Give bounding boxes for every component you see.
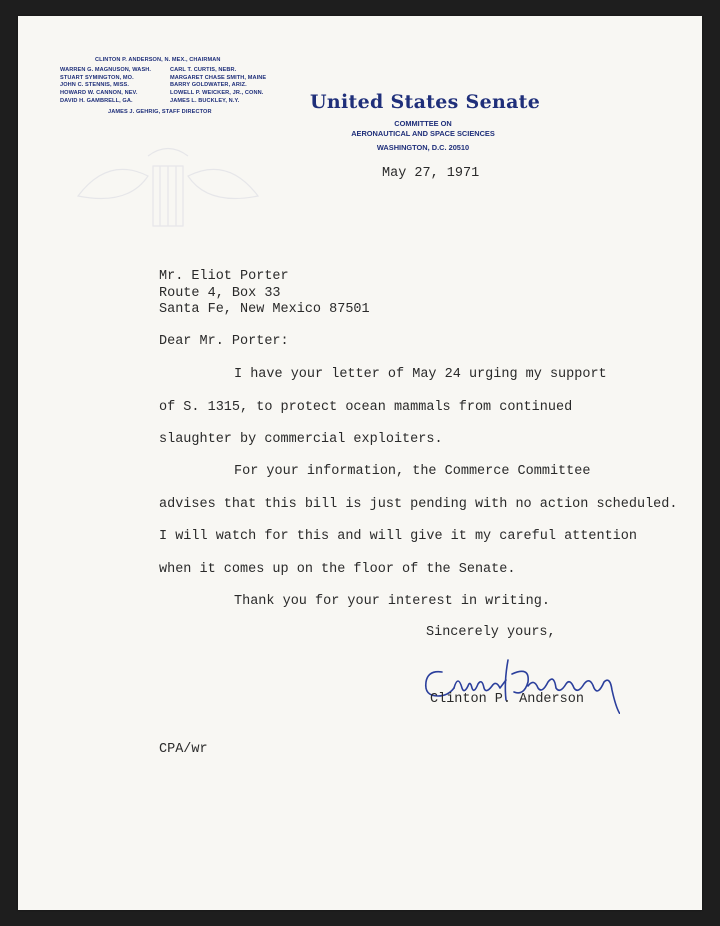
body-line: I will watch for this and will give it my careful attention [159,529,637,544]
body-line: Thank you for your interest in writing. [234,594,550,609]
member-name: CARL T. CURTIS, NEBR. [170,67,237,73]
member-name: DAVID H. GAMBRELL, GA. [60,97,133,104]
letterhead-location: WASHINGTON, D.C. 20510 [376,143,470,152]
signature-name: Clinton P. Anderson [430,692,584,707]
body-line: advises that this bill is just pending with no action scheduled. [159,497,678,512]
committee-name: AERONAUTICAL AND SPACE SCIENCES [351,129,495,138]
chairman-line: CLINTON P. ANDERSON, N. MEX., CHAIRMAN [95,57,221,63]
recipient-address-line-2: Santa Fe, New Mexico 87501 [159,302,370,317]
recipient-name: Mr. Eliot Porter [159,269,289,284]
salutation: Dear Mr. Porter: [159,334,289,349]
typist-initials: CPA/wr [159,742,208,757]
closing: Sincerely yours, [426,625,556,640]
recipient-address-line-1: Route 4, Box 33 [159,286,281,301]
letterhead-title: United States Senate [310,91,541,113]
member-name: LOWELL P. WEICKER, JR., CONN. [170,90,264,97]
letter-date: May 27, 1971 [382,166,480,181]
body-line: of S. 1315, to protect ocean mammals from continued [159,400,573,415]
body-line: slaughter by commercial exploiters. [159,432,443,447]
member-name: JAMES L. BUCKLEY, N.Y. [170,97,240,104]
body-line: I have your letter of May 24 urging my support [234,367,607,382]
member-name: BARRY GOLDWATER, ARIZ. [170,82,247,89]
seal-watermark [68,136,268,256]
body-line: For your information, the Commerce Committee [234,464,591,479]
members-right-column [170,67,266,105]
body-line: when it comes up on the floor of the Senate. [159,562,516,577]
committee-line: COMMITTEE ON [394,119,452,128]
staff-director-line: JAMES J. GEHRIG, STAFF DIRECTOR [108,109,212,115]
member-name: MARGARET CHASE SMITH, MAINE [170,74,267,81]
member-name: WARREN G. MAGNUSON, WASH. [60,67,152,73]
member-name: STUART SYMINGTON, MO. [60,74,134,81]
letter-page [18,16,702,910]
member-name: JOHN C. STENNIS, MISS. [60,82,130,89]
members-left-column [60,67,151,105]
member-name: HOWARD W. CANNON, NEV. [60,90,138,97]
